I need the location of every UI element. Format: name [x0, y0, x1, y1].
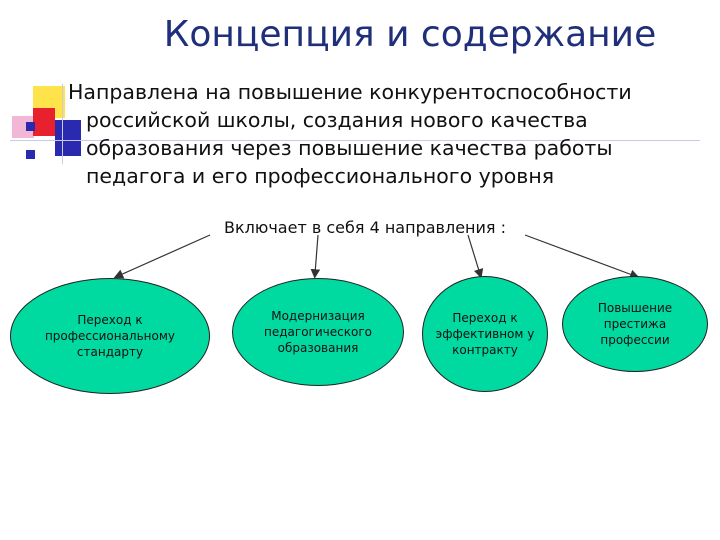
body-line: образования через повышение качества работы	[86, 136, 613, 160]
body-line: педагога и его профессионального уровня	[86, 164, 555, 188]
direction-label: Модернизация педагогического образования	[264, 309, 372, 355]
includes-label: Включает в себя 4 направления :	[224, 218, 506, 237]
connector-center-1	[315, 235, 318, 274]
connector-right-branch	[525, 235, 635, 276]
connector-left-branch	[118, 235, 210, 276]
direction-ellipse-effective-contract	[422, 276, 548, 392]
connector-center-2	[468, 235, 480, 274]
body-line: российской школы, создания нового качества	[86, 108, 588, 132]
direction-label: Переход к эффективном у контракту	[435, 311, 535, 357]
direction-label: Повышение престижа профессии	[597, 301, 673, 347]
page-title: Концепция и содержание	[163, 14, 657, 55]
body-line: Направлена на повышение конкурентоспособности	[68, 80, 632, 104]
direction-ellipse-profession-prestige	[562, 276, 708, 372]
direction-label: Переход к профессиональному стандарту	[44, 313, 176, 359]
direction-ellipse-professional-standard	[10, 278, 210, 394]
direction-ellipse-teacher-education	[232, 278, 404, 386]
